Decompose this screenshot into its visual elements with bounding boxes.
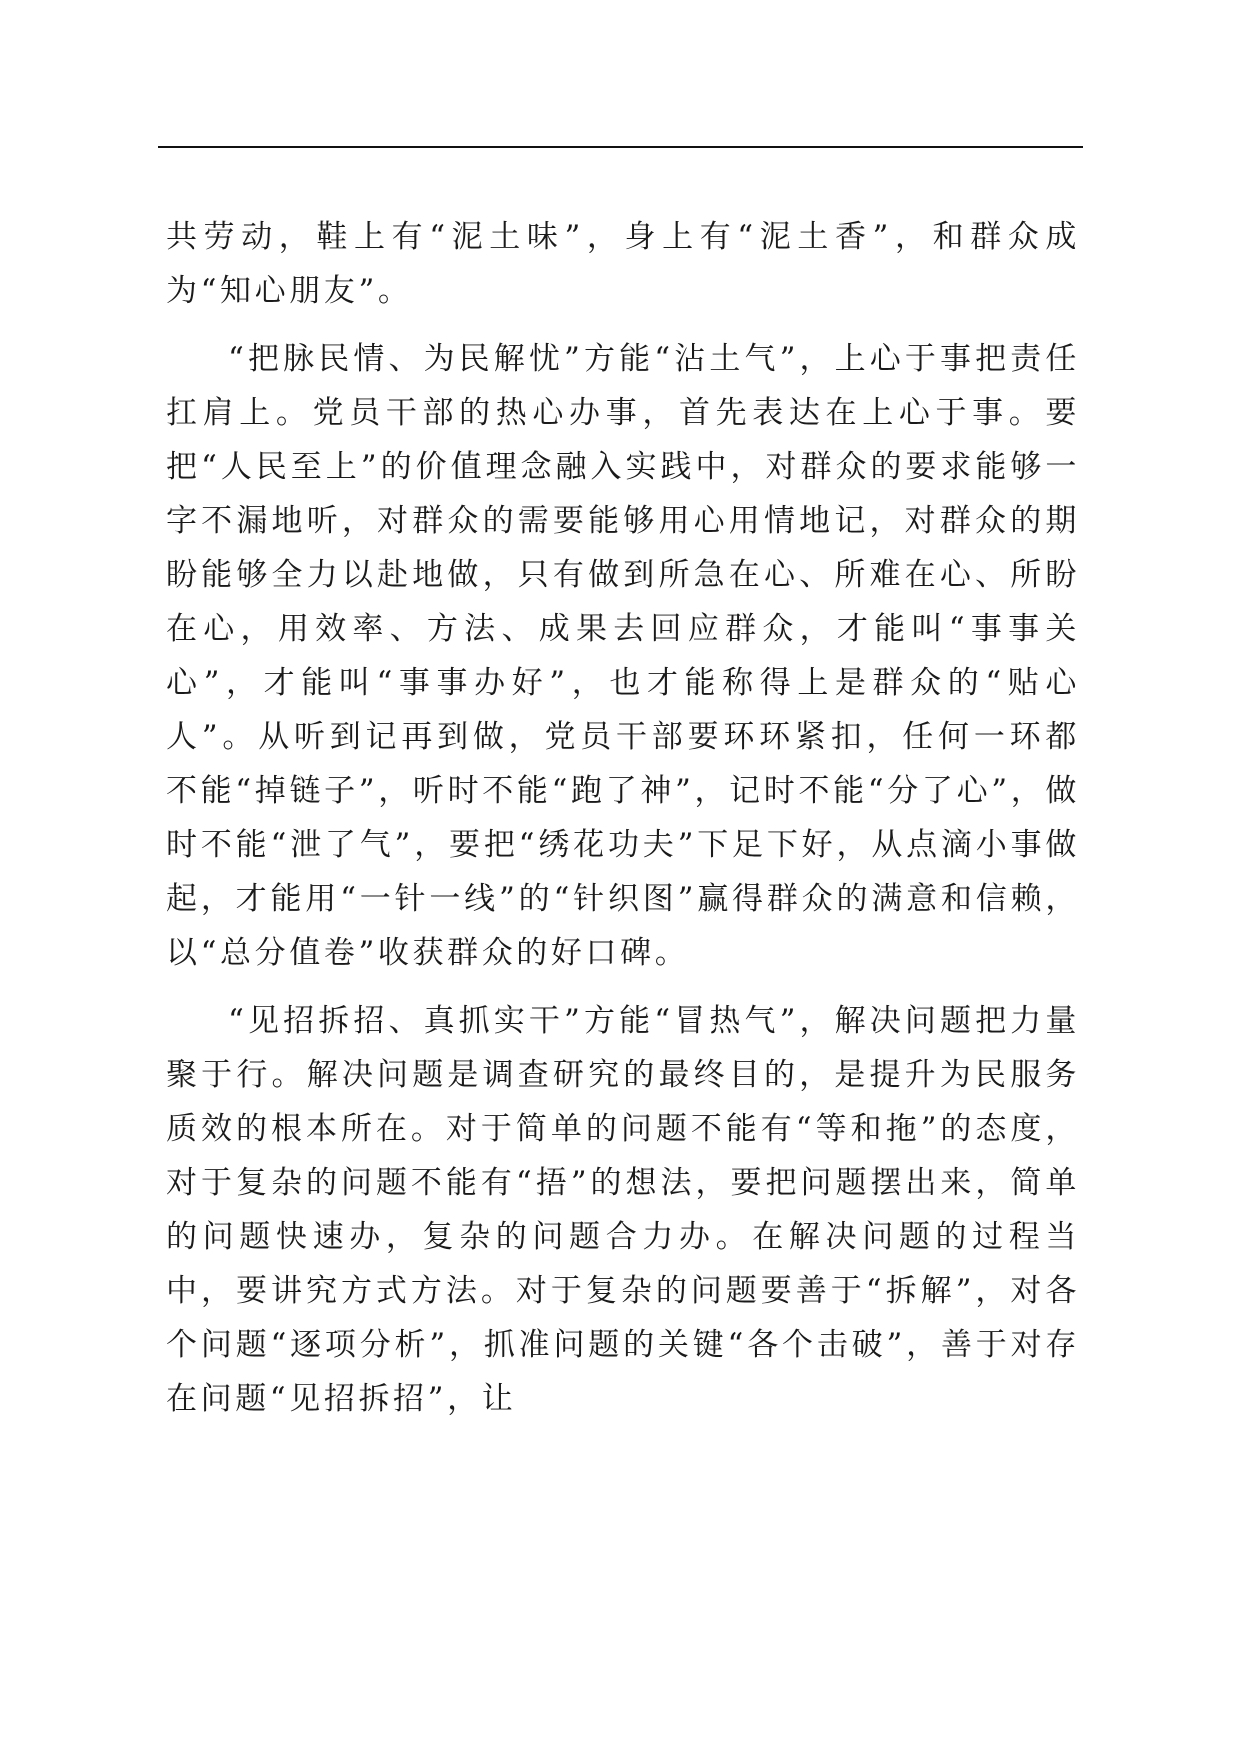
- paragraph-continued: 共劳动，鞋上有“泥土味”，身上有“泥土香”，和群众成为“知心朋友”。: [166, 219, 1080, 309]
- paragraph-maoreqi: “见招拆招、真抓实干”方能“冒热气”，解决问题把力量聚于行。解决问题是调查研究的最终目的，是提升为民服务质效的根本所在。对于简单的问题不能有“等和拖”的态度，对于复杂的问题不能有“捂”的想法，要把问题摆出来，简单的问题快速办，复杂的问题合力办。在解决问题的过程当中，要讲究方式方法。对于复杂的问题要善于“拆解”，对各个问题“逐项分析”，抓准问题的关键“各个击破”，善于对存在问题“见招拆招”，让: [166, 1003, 1080, 1417]
- header-rule: [158, 146, 1083, 148]
- paragraph-zhantuqi: “把脉民情、为民解忧”方能“沾土气”，上心于事把责任扛肩上。党员干部的热心办事，首先表达在上心于事。要把“人民至上”的价值理念融入实践中，对群众的要求能够一字不漏地听，对群众的需要能够用心用情地记，对群众的期盼能够全力以赴地做，只有做到所急在心、所难在心、所盼在心，用效率、方法、成果去回应群众，才能叫“事事关心”，才能叫“事事办好”，也才能称得上是群众的“贴心人”。从听到记再到做，党员干部要环环紧扣，任何一环都不能“掉链子”，听时不能“跑了神”，记时不能“分了心”，做时不能“泄了气”，要把“绣花功夫”下足下好，从点滴小事做起，才能用“一针一线”的“针织图”赢得群众的满意和信赖，以“总分值卷”收获群众的好口碑。: [166, 341, 1080, 971]
- document-body: [166, 210, 1080, 1426]
